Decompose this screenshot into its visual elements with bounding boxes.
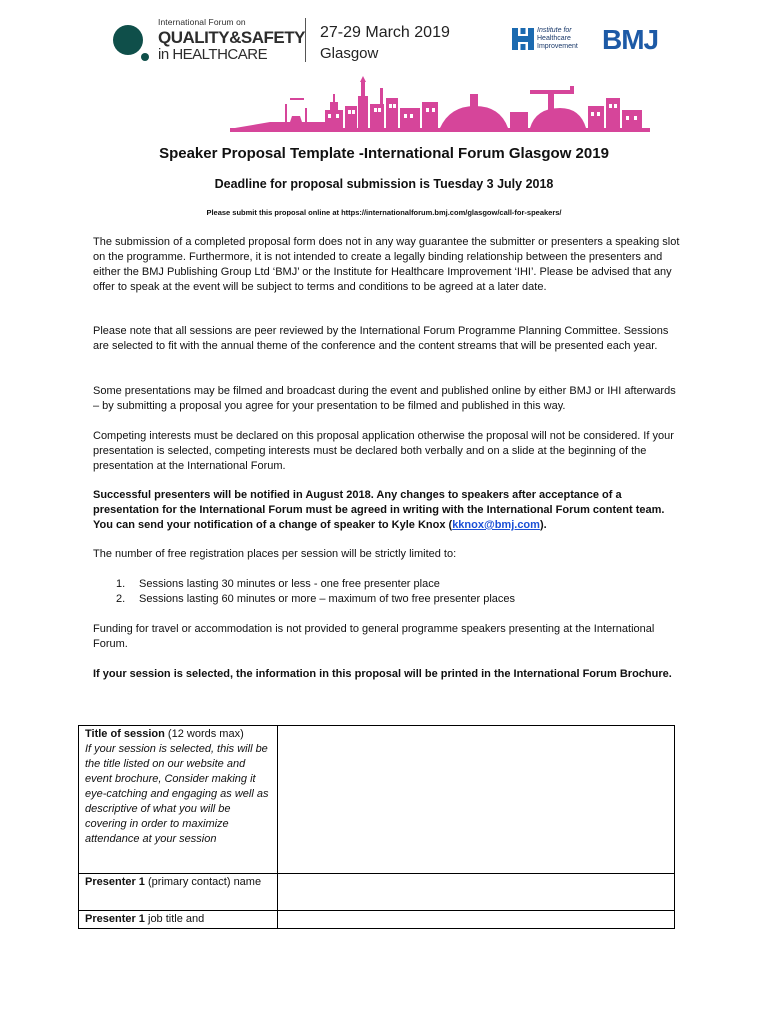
glasgow-skyline-illustration [230, 76, 650, 134]
presenter-1-name-label-bold: Presenter 1 [85, 876, 145, 888]
session-title-hint: If your session is selected, this will be the title listed on our website and event brochure, Consider making it eye-catching and engaging as well as descriptive of what you will be covering in order to maximize attendance at your session [85, 743, 269, 845]
ihi-logo-text [537, 27, 578, 51]
forum-logo-icon [110, 22, 150, 62]
speaker-changes-suffix: ). [539, 519, 547, 531]
document-title: Speaker Proposal Template -International Forum Glasgow 2019 [159, 145, 609, 162]
header-divider [305, 18, 306, 62]
presenter-1-name-field[interactable] [278, 874, 675, 911]
paragraph-funding: Funding for travel or accommodation is not provided to general programme speakers presenting at the International Forum. [93, 623, 655, 650]
ihi-line-3: Improvement [537, 43, 578, 50]
presenter-1-job-label-rest: job title and [144, 913, 205, 925]
presenter-1-job-label [79, 911, 278, 929]
event-city: Glasgow [320, 45, 379, 62]
list-item [116, 577, 515, 592]
list-item [116, 592, 515, 607]
session-title-field[interactable] [278, 726, 675, 874]
paragraph-competing-interests: Competing interests must be declared on this proposal application otherwise the proposal will not be considered. If your presentation is selected, competing interests must be declared both verbally and on a slide at the beginning of the presentation at the International Forum. [93, 430, 674, 472]
presenter-1-name-label-rest: (primary contact) name [144, 876, 262, 888]
paragraph-filming: Some presentations may be filmed and broadcast during the event and published online by either BMJ or IHI afterwards – by submitting a proposal you agree for your presentation to be filmed and published in this way. [93, 385, 676, 412]
submit-online-note: Please submit this proposal online at https://internationalforum.bmj.com/glasgow/call-for-speakers/ [206, 208, 562, 217]
ihi-logo-icon [512, 28, 534, 50]
logo-line-3: in HEALTHCARE [158, 45, 268, 63]
table-row [79, 726, 675, 874]
logo-line-1: International Forum on [158, 17, 246, 27]
list-item-text: Sessions lasting 30 minutes or less - one free presenter place [139, 578, 440, 590]
paragraph-speaker-changes [93, 488, 683, 533]
proposal-form-table [78, 725, 675, 929]
ihi-line-1: Institute for [537, 27, 572, 34]
registration-list [116, 577, 515, 607]
list-item-number: 1. [116, 578, 126, 590]
paragraph-brochure: If your session is selected, the information in this proposal will be printed in the International Forum Brochure. [93, 668, 672, 680]
logo-line-2: QUALITY&SAFETY [158, 27, 305, 47]
bmj-logo: BMJ [602, 24, 659, 55]
event-dates: 27-29 March 2019 [320, 24, 450, 41]
list-item-text: Sessions lasting 60 minutes or more – maximum of two free presenter places [139, 593, 515, 605]
session-title-label [79, 726, 278, 874]
ihi-logo [512, 26, 592, 54]
forum-logo-text [158, 18, 305, 62]
session-title-label-rest: (12 words max) [164, 728, 244, 740]
paragraph-registration-intro: The number of free registration places per session will be strictly limited to: [93, 548, 457, 560]
list-item-number: 2. [116, 593, 126, 605]
paragraph-no-guarantee: The submission of a completed proposal form does not in any way guarantee the submitter or presenters a speaking slot on the programme. Furthermore, it is not intended to create a legally binding relationship between the presenters and either the BMJ Publishing Group Ltd ‘BMJ’ or the Institute for Healthcare Improvement ‘IHI’. Please be advised that any offer to speak at the event will be subject to terms and conditions to be agreed at a later date. [93, 236, 680, 293]
presenter-1-name-label [79, 874, 278, 911]
presenter-1-job-label-bold: Presenter 1 [85, 913, 145, 925]
table-row [79, 911, 675, 929]
deadline-heading: Deadline for proposal submission is Tuesday 3 July 2018 [214, 177, 554, 191]
contact-email-link[interactable]: kknox@bmj.com [452, 519, 540, 531]
session-title-label-bold: Title of session [85, 728, 165, 740]
paragraph-peer-review: Please note that all sessions are peer reviewed by the International Forum Programme Planning Committee. Sessions are selected to fit with the annual theme of the conference and the content streams that will be presented each year. [93, 325, 669, 352]
presenter-1-job-field[interactable] [278, 911, 675, 929]
ihi-line-2: Healthcare [537, 35, 571, 42]
table-row [79, 874, 675, 911]
speaker-changes-text: Successful presenters will be notified in August 2018. Any changes to speakers after acceptance of a presentation for the International Forum must be agreed in writing with the International Forum content team. You can send your notification of a change of speaker to Kyle Knox ( [93, 489, 665, 531]
forum-logo [110, 17, 305, 66]
